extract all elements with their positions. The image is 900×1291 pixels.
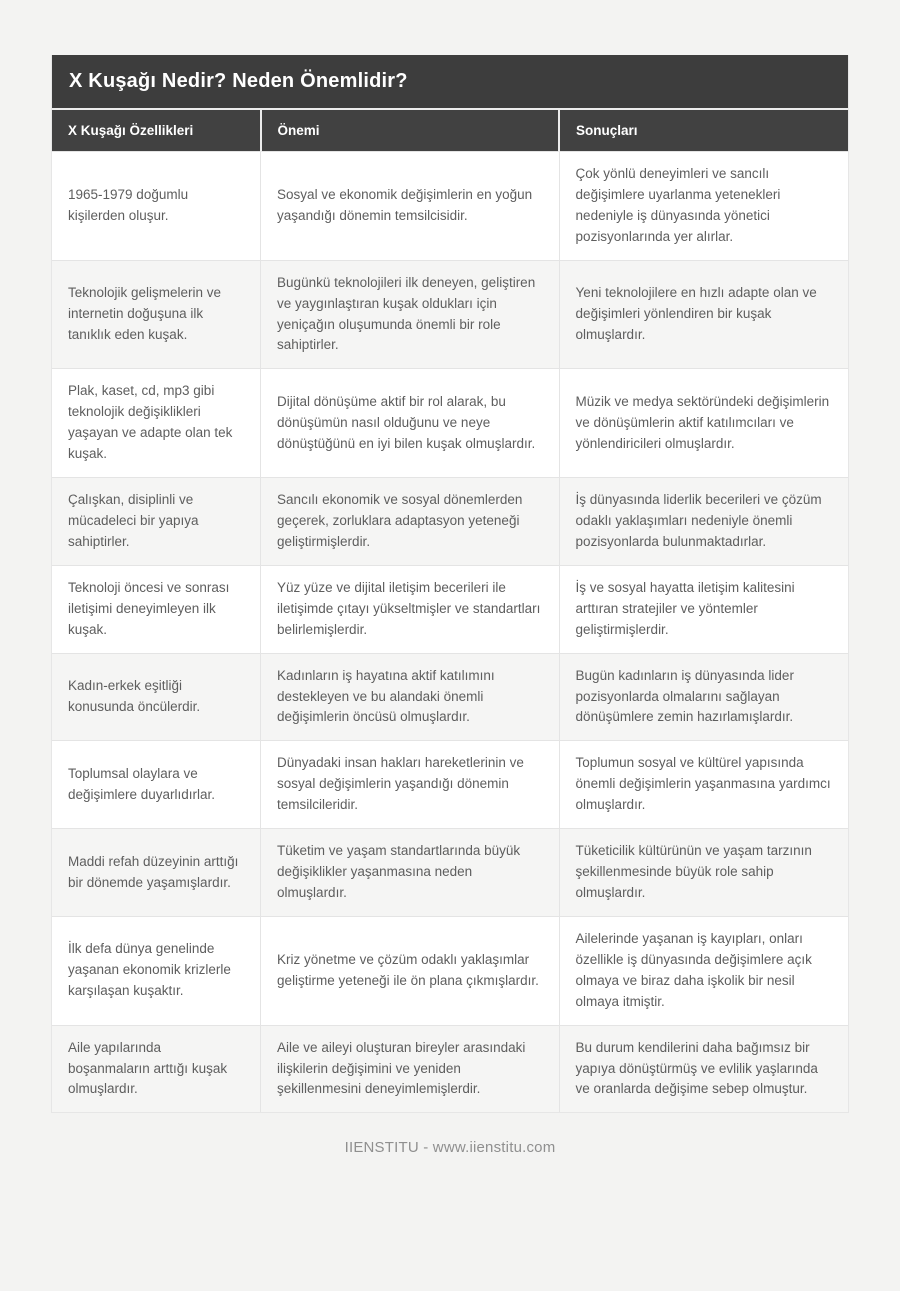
- table-row: [52, 916, 848, 1025]
- cell-sonuc: Yeni teknolojilere en hızlı adapte olan ve değişimleri yönlendiren bir kuşak olmuşlardır.: [559, 260, 848, 369]
- cell-sonuc: Müzik ve medya sektöründeki değişimlerin ve dönüşümlerin aktif katılımcıları ve yönlendiricileri olmuşlardır.: [559, 369, 848, 478]
- cell-sonuc: Bu durum kendilerini daha bağımsız bir yapıya dönüştürmüş ve evlilik yaşlarında ve oranlarda değişime sebep olmuştur.: [559, 1025, 848, 1112]
- table-row: [52, 152, 848, 261]
- table-row: [52, 565, 848, 653]
- column-header-onemi: Önemi: [261, 109, 560, 152]
- table-row: [52, 478, 848, 566]
- cell-onem: Kriz yönetme ve çözüm odaklı yaklaşımlar geliştirme yeteneği ile ön plana çıkmışlardır.: [261, 916, 560, 1025]
- cell-onem: Kadınların iş hayatına aktif katılımını destekleyen ve bu alandaki önemli değişimlerin öncüsü olmuşlardır.: [261, 653, 560, 741]
- cell-ozellik: Toplumsal olaylara ve değişimlere duyarlıdırlar.: [52, 741, 261, 829]
- cell-ozellik: Aile yapılarında boşanmaların arttığı kuşak olmuşlardır.: [52, 1025, 261, 1112]
- cell-sonuc: Bugün kadınların iş dünyasında lider pozisyonlarda olmalarını sağlayan dönüşümlere zemin hazırlamışlardır.: [559, 653, 848, 741]
- content-card: [51, 55, 849, 1113]
- cell-ozellik: Kadın-erkek eşitliği konusunda öncülerdir.: [52, 653, 261, 741]
- cell-sonuc: Çok yönlü deneyimleri ve sancılı değişimlere uyarlanma yetenekleri nedeniyle iş dünyasında yönetici pozisyonlarında yer alırlar.: [559, 152, 848, 261]
- table-header: [52, 109, 848, 152]
- column-header-sonuclari: Sonuçları: [559, 109, 848, 152]
- cell-ozellik: Maddi refah düzeyinin arttığı bir dönemde yaşamışlardır.: [52, 829, 261, 917]
- footer-credit: IIENSTITU - www.iienstitu.com: [344, 1139, 556, 1157]
- cell-onem: Dünyadaki insan hakları hareketlerinin ve sosyal değişimlerin yaşandığı dönemin temsilcileridir.: [261, 741, 560, 829]
- cell-ozellik: Teknolojik gelişmelerin ve internetin doğuşuna ilk tanıklık eden kuşak.: [52, 260, 261, 369]
- cell-sonuc: İş dünyasında liderlik becerileri ve çözüm odaklı yaklaşımları nedeniyle önemli pozisyonlarda bulunmaktadırlar.: [559, 478, 848, 566]
- cell-sonuc: Ailelerinde yaşanan iş kayıpları, onları özellikle iş dünyasında değişimlere açık olmaya ve biraz daha işkolik bir nesil olmaya itmiştir.: [559, 916, 848, 1025]
- page-title: X Kuşağı Nedir? Neden Önemlidir?: [52, 55, 848, 108]
- cell-ozellik: Teknoloji öncesi ve sonrası iletişimi deneyimleyen ilk kuşak.: [52, 565, 261, 653]
- cell-ozellik: Plak, kaset, cd, mp3 gibi teknolojik değişiklikleri yaşayan ve adapte olan tek kuşak.: [52, 369, 261, 478]
- cell-ozellik: İlk defa dünya genelinde yaşanan ekonomik krizlerle karşılaşan kuşaktır.: [52, 916, 261, 1025]
- column-header-ozellikleri: X Kuşağı Özellikleri: [52, 109, 261, 152]
- cell-onem: Yüz yüze ve dijital iletişim becerileri ile iletişimde çıtayı yükseltmişler ve standartları belirlemişlerdir.: [261, 565, 560, 653]
- cell-onem: Bugünkü teknolojileri ilk deneyen, geliştiren ve yaygınlaştıran kuşak oldukları için yeniçağın oluşumunda önemli bir role sahiptirler.: [261, 260, 560, 369]
- cell-onem: Sancılı ekonomik ve sosyal dönemlerden geçerek, zorluklara adaptasyon yeteneği geliştirmişlerdir.: [261, 478, 560, 566]
- cell-onem: Sosyal ve ekonomik değişimlerin en yoğun yaşandığı dönemin temsilcisidir.: [261, 152, 560, 261]
- generation-x-table: [52, 108, 848, 1112]
- cell-onem: Dijital dönüşüme aktif bir rol alarak, bu dönüşümün nasıl olduğunu ve neye dönüştüğünü en iyi bilen kuşak olmuşlardır.: [261, 369, 560, 478]
- table-row: [52, 1025, 848, 1112]
- table-row: [52, 369, 848, 478]
- cell-ozellik: Çalışkan, disiplinli ve mücadeleci bir yapıya sahiptirler.: [52, 478, 261, 566]
- table-row: [52, 653, 848, 741]
- cell-sonuc: İş ve sosyal hayatta iletişim kalitesini arttıran stratejiler ve yöntemler geliştirmişlerdir.: [559, 565, 848, 653]
- table-row: [52, 829, 848, 917]
- cell-sonuc: Toplumun sosyal ve kültürel yapısında önemli değişimlerin yaşanmasına yardımcı olmuşlardır.: [559, 741, 848, 829]
- header-row: [52, 109, 848, 152]
- table-row: [52, 260, 848, 369]
- cell-onem: Aile ve aileyi oluşturan bireyler arasındaki ilişkilerin değişimini ve yeniden şekillenmesini deneyimlemişlerdir.: [261, 1025, 560, 1112]
- table-row: [52, 741, 848, 829]
- table-body: [52, 152, 848, 1113]
- cell-ozellik: 1965-1979 doğumlu kişilerden oluşur.: [52, 152, 261, 261]
- cell-sonuc: Tüketicilik kültürünün ve yaşam tarzının şekillenmesinde büyük role sahip olmuşlardır.: [559, 829, 848, 917]
- cell-onem: Tüketim ve yaşam standartlarında büyük değişiklikler yaşanmasına neden olmuşlardır.: [261, 829, 560, 917]
